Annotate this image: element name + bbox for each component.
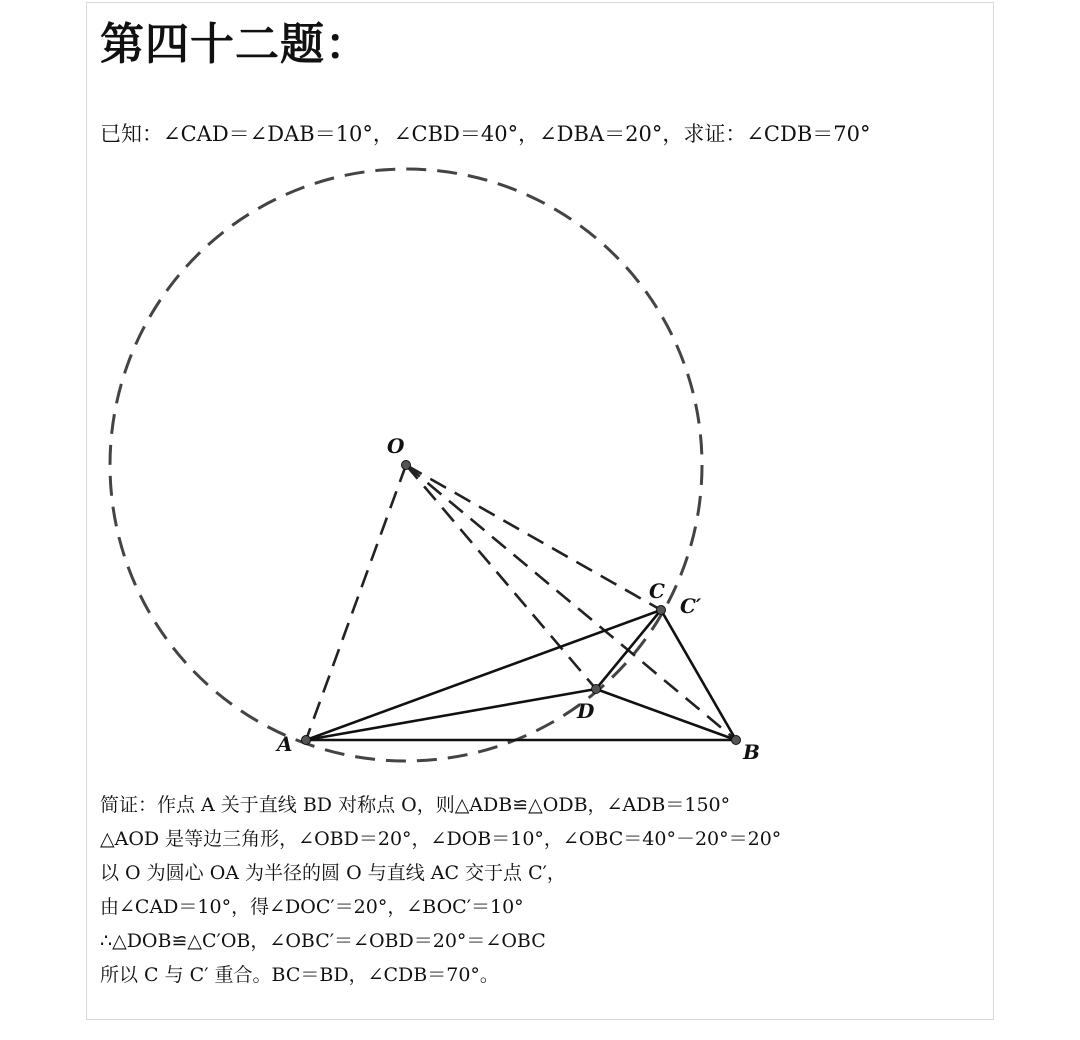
problem-title: 第四十二题：: [100, 19, 370, 70]
point-d: [592, 685, 601, 694]
label-b: B: [743, 740, 760, 764]
label-o: O: [387, 434, 405, 458]
proof-line: 简证：作点 A 关于直线 BD 对称点 O，则△ADB≌△ODB，∠ADB＝150°: [100, 794, 731, 816]
geometry-figure: [86, 150, 994, 790]
proof-line: ∴△DOB≌△C′OB，∠OBC′＝∠OBD＝20°＝∠OBC: [100, 930, 546, 952]
point-c: [657, 606, 666, 615]
segment-ad: [306, 689, 596, 740]
segment-cb: [661, 610, 736, 740]
point-a: [302, 736, 311, 745]
proof-line: 所以 C 与 C′ 重合。BC＝BD，∠CDB＝70°。: [100, 964, 499, 986]
segment-oa: [306, 465, 406, 740]
label-c: C: [649, 579, 665, 603]
proof-line: △AOD 是等边三角形，∠OBD＝20°，∠DOB＝10°，∠OBC＝40°－20°＝20°: [100, 828, 782, 850]
label-d: D: [577, 699, 595, 723]
proof-line: 以 O 为圆心 OA 为半径的圆 O 与直线 AC 交于点 C′，: [100, 862, 566, 884]
proof-line: 由∠CAD＝10°，得∠DOC′＝20°，∠BOC′＝10°: [100, 896, 524, 918]
segment-db: [596, 689, 736, 740]
point-o: [402, 461, 411, 470]
segment-oc: [406, 465, 661, 610]
point-b: [732, 736, 741, 745]
label-c-prime: C′: [680, 594, 702, 618]
label-a: A: [277, 732, 293, 756]
segment-od: [406, 465, 596, 689]
given-statement: 已知：∠CAD＝∠DAB＝10°，∠CBD＝40°，∠DBA＝20°，求证：∠CDB＝70°: [100, 122, 871, 146]
proof-section: [100, 788, 960, 992]
